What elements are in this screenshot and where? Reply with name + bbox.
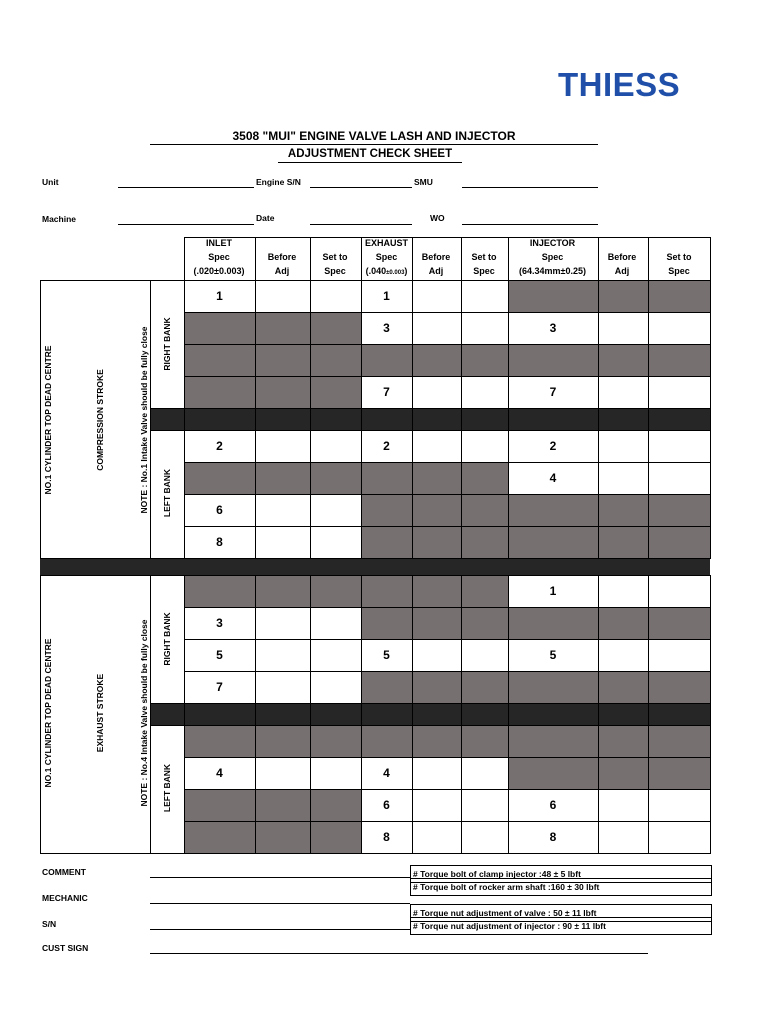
comp-cell-r4-c2 — [255, 376, 310, 408]
grid-line — [310, 237, 311, 280]
exh-injector-cyl-r3: 5 — [549, 648, 557, 662]
exh-inlet-cyl-r6: 4 — [216, 766, 223, 780]
title-line-2: ADJUSTMENT CHECK SHEET — [278, 147, 462, 163]
comp-cell-r2-c6[interactable] — [461, 312, 508, 344]
grid-line — [40, 280, 711, 281]
comp-cell-r8-c9 — [648, 526, 710, 558]
comp-cell-r6-c1 — [184, 462, 255, 494]
comp-cell-r1-c3[interactable] — [310, 280, 361, 312]
exh-cell-r3-c8[interactable] — [598, 639, 648, 671]
comp-cell-r3-c2 — [255, 344, 310, 376]
exh-cell-r2-c2[interactable] — [255, 607, 310, 639]
engine-sn-label: Engine S/N — [256, 177, 301, 187]
grid-line — [598, 280, 599, 558]
cust-sign-field[interactable] — [150, 953, 648, 954]
sn-field[interactable] — [150, 929, 410, 930]
grid-line — [150, 575, 151, 853]
exh-injector-cyl-r8: 8 — [549, 830, 557, 844]
exh-cell-r1-c8[interactable] — [598, 575, 648, 607]
exh-cell-r8-c2 — [255, 821, 310, 853]
grid-line — [361, 280, 362, 558]
engine-sn-field[interactable] — [310, 187, 412, 188]
comp-cell-r8-c2[interactable] — [255, 526, 310, 558]
machine-label: Machine — [42, 214, 77, 224]
exh-cell-r4-c6 — [461, 671, 508, 703]
grid-line — [184, 757, 711, 758]
exh-inlet-cyl-r4: 7 — [216, 680, 223, 694]
exh-cell-r1-c1 — [184, 575, 255, 607]
exh-cell-r5-c1 — [184, 725, 255, 757]
exh-inlet-cyl-r2: 3 — [216, 616, 223, 630]
comp-cell-r5-c3[interactable] — [310, 430, 361, 462]
comp-injector-cyl-r6: 4 — [549, 471, 557, 485]
comp-cell-r1-c5[interactable] — [412, 280, 461, 312]
exh-cell-r4-c3[interactable] — [310, 671, 361, 703]
comp-injector-cyl-r4: 7 — [549, 385, 557, 399]
exh-cell-r2-c5 — [412, 607, 461, 639]
grid-line — [184, 575, 185, 853]
exh-cell-r3-c3[interactable] — [310, 639, 361, 671]
comp-note: NOTE : No.1 Intake Valve should be fully close — [139, 326, 149, 514]
exh-cell-r3-c5[interactable] — [412, 639, 461, 671]
comp-cell-r2-c8[interactable] — [598, 312, 648, 344]
comp-cell-r7-c3[interactable] — [310, 494, 361, 526]
exh-note: NOTE : No.4 Intake Valve should be fully close — [139, 619, 149, 807]
exh-injector-cyl-r1: 1 — [549, 584, 557, 598]
exh-bank-divider — [150, 703, 710, 725]
comp-cell-r3-c7 — [508, 344, 598, 376]
exh-cell-r6-c3[interactable] — [310, 757, 361, 789]
grid-line — [598, 237, 599, 280]
comp-cell-r3-c6 — [461, 344, 508, 376]
comp-cell-r6-c5 — [412, 462, 461, 494]
comp-injector-cyl-r2: 3 — [549, 321, 557, 335]
comp-cell-r3-c5 — [412, 344, 461, 376]
comp-cell-r5-c6[interactable] — [461, 430, 508, 462]
grid-line — [150, 280, 151, 558]
comment-label: COMMENT — [42, 867, 86, 877]
grid-line — [150, 430, 711, 431]
comp-cell-r4-c6[interactable] — [461, 376, 508, 408]
exh-right-bank: RIGHT BANK — [162, 612, 172, 666]
comp-left-bank: LEFT BANK — [162, 468, 172, 518]
comp-cell-r8-c4 — [361, 526, 412, 558]
comp-cell-r4-c5[interactable] — [412, 376, 461, 408]
grid-line — [40, 280, 41, 558]
exh-cell-r6-c2[interactable] — [255, 757, 310, 789]
inlet-before-adj-header: Before Adj — [267, 252, 297, 276]
comp-cell-r3-c3 — [310, 344, 361, 376]
grid-line — [461, 237, 462, 280]
comp-cell-r2-c5[interactable] — [412, 312, 461, 344]
grid-line — [184, 344, 711, 345]
comp-exhaust-cyl-r5: 2 — [383, 439, 390, 453]
comp-cell-r4-c3 — [310, 376, 361, 408]
exh-cell-r4-c2[interactable] — [255, 671, 310, 703]
exhaust-set-to-spec-header: Set to Spec — [471, 252, 497, 276]
cust-sign-label: CUST SIGN — [42, 943, 89, 953]
exh-cell-r1-c3 — [310, 575, 361, 607]
comment-field[interactable] — [150, 877, 410, 878]
exh-cell-r2-c4 — [361, 607, 412, 639]
comp-cell-r8-c6 — [461, 526, 508, 558]
smu-label: SMU — [414, 177, 433, 187]
comp-cell-r6-c8[interactable] — [598, 462, 648, 494]
exhaust-header: EXHAUST Spec (.040±0.003) — [364, 238, 408, 276]
exh-injector-cyl-r7: 6 — [549, 798, 557, 812]
comp-cell-r5-c9[interactable] — [648, 430, 710, 462]
grid-line — [598, 575, 599, 853]
grid-line — [255, 280, 256, 558]
exh-cell-r5-c7 — [508, 725, 598, 757]
exh-cell-r7-c1 — [184, 789, 255, 821]
injector-header: INJECTOR Spec (64.34mm±0.25) — [519, 238, 586, 276]
exh-inlet-cyl-r3: 5 — [216, 648, 223, 662]
comp-stroke-label: COMPRESSION STROKE — [95, 369, 105, 471]
exh-cell-r3-c9[interactable] — [648, 639, 710, 671]
grid-line — [40, 558, 711, 559]
sn-label: S/N — [42, 919, 57, 929]
inlet-header: INLET Spec (.020±0.003) — [193, 238, 245, 276]
grid-line — [184, 526, 711, 527]
grid-line — [184, 607, 711, 608]
comp-cell-r4-c9[interactable] — [648, 376, 710, 408]
exh-cell-r2-c6 — [461, 607, 508, 639]
exh-exhaust-cyl-r3: 5 — [383, 648, 390, 662]
comp-cell-r7-c6 — [461, 494, 508, 526]
exh-cell-r8-c1 — [184, 821, 255, 853]
grid-line — [255, 575, 256, 853]
comp-cell-r1-c6[interactable] — [461, 280, 508, 312]
comp-cell-r7-c7 — [508, 494, 598, 526]
grid-line — [508, 237, 509, 280]
grid-line — [361, 237, 362, 280]
section-divider — [40, 558, 710, 575]
comp-cell-r5-c8[interactable] — [598, 430, 648, 462]
grid-line — [184, 789, 711, 790]
exh-cell-r4-c7 — [508, 671, 598, 703]
exh-cell-r4-c9 — [648, 671, 710, 703]
exh-cell-r2-c8 — [598, 607, 648, 639]
grid-line — [150, 725, 711, 726]
exh-cell-r8-c8[interactable] — [598, 821, 648, 853]
comp-cell-r6-c2 — [255, 462, 310, 494]
grid-line — [412, 575, 413, 853]
exh-cell-r2-c3[interactable] — [310, 607, 361, 639]
exhaust-before-adj-header: Before Adj — [421, 252, 451, 276]
exh-cell-r7-c2 — [255, 789, 310, 821]
exh-cylinder-label: NO.1 CYLINDER TOP DEAD CENTRE — [43, 638, 53, 788]
date-field[interactable] — [310, 224, 412, 225]
exh-exhaust-cyl-r8: 8 — [383, 830, 390, 844]
unit-label: Unit — [42, 177, 59, 187]
grid-line — [648, 237, 649, 280]
mechanic-label: MECHANIC — [42, 893, 88, 903]
exh-stroke-label: EXHAUST STROKE — [95, 673, 105, 753]
unit-field[interactable] — [118, 187, 254, 188]
date-label: Date — [256, 213, 275, 223]
wo-label: WO — [430, 213, 445, 223]
comp-cell-r7-c5 — [412, 494, 461, 526]
exh-cell-r5-c5 — [412, 725, 461, 757]
torque-note-rocker: # Torque bolt of rocker arm shaft :160 ± 30 lbft — [410, 878, 712, 896]
comp-cell-r8-c3[interactable] — [310, 526, 361, 558]
grid-line — [508, 575, 509, 853]
comp-cell-r5-c2[interactable] — [255, 430, 310, 462]
exh-cell-r1-c5 — [412, 575, 461, 607]
exh-cell-r1-c2 — [255, 575, 310, 607]
comp-bank-divider — [150, 408, 710, 430]
comp-cell-r6-c4 — [361, 462, 412, 494]
grid-line — [461, 575, 462, 853]
injector-before-adj-header: Before Adj — [607, 252, 637, 276]
grid-line — [40, 575, 41, 853]
exh-cell-r7-c3 — [310, 789, 361, 821]
comp-cell-r6-c3 — [310, 462, 361, 494]
comp-cell-r5-c5[interactable] — [412, 430, 461, 462]
exh-cell-r8-c3 — [310, 821, 361, 853]
comp-inlet-cyl-r5: 2 — [216, 439, 223, 453]
exh-cell-r7-c8[interactable] — [598, 789, 648, 821]
comp-cylinder-label: NO.1 CYLINDER TOP DEAD CENTRE — [43, 345, 53, 495]
grid-line — [310, 575, 311, 853]
comp-cell-r1-c8 — [598, 280, 648, 312]
exh-cell-r6-c5[interactable] — [412, 757, 461, 789]
comp-exhaust-cyl-r1: 1 — [383, 289, 390, 303]
comp-injector-cyl-r5: 2 — [549, 439, 557, 453]
exh-cell-r8-c9[interactable] — [648, 821, 710, 853]
wo-field[interactable] — [462, 224, 598, 225]
exh-cell-r4-c4 — [361, 671, 412, 703]
grid-line — [412, 280, 413, 558]
comp-cell-r1-c9 — [648, 280, 710, 312]
comp-cell-r3-c8 — [598, 344, 648, 376]
exh-cell-r6-c6[interactable] — [461, 757, 508, 789]
exh-cell-r4-c5 — [412, 671, 461, 703]
torque-note-valve: # Torque nut adjustment of valve : 50 ± 11 lbft — [410, 904, 712, 922]
grid-line — [648, 280, 649, 558]
grid-line — [361, 575, 362, 853]
exh-cell-r6-c8 — [598, 757, 648, 789]
comp-cell-r7-c9 — [648, 494, 710, 526]
exh-left-bank: LEFT BANK — [162, 763, 172, 813]
comp-cell-r8-c8 — [598, 526, 648, 558]
exh-cell-r8-c5[interactable] — [412, 821, 461, 853]
grid-line — [710, 575, 711, 853]
comp-inlet-cyl-r1: 1 — [216, 289, 223, 303]
exh-cell-r5-c3 — [310, 725, 361, 757]
grid-line — [150, 703, 711, 704]
exh-cell-r1-c9[interactable] — [648, 575, 710, 607]
grid-line — [412, 237, 413, 280]
exh-cell-r2-c9 — [648, 607, 710, 639]
grid-line — [310, 280, 311, 558]
grid-line — [710, 237, 711, 280]
grid-line — [184, 237, 711, 238]
mechanic-field[interactable] — [150, 903, 410, 904]
torque-note-clamp: # Torque bolt of clamp injector :48 ± 5 lbft — [410, 865, 712, 883]
comp-cell-r2-c3 — [310, 312, 361, 344]
grid-line — [461, 280, 462, 558]
grid-line — [508, 280, 509, 558]
exh-exhaust-cyl-r6: 4 — [383, 766, 390, 780]
exh-cell-r5-c6 — [461, 725, 508, 757]
exh-cell-r5-c9 — [648, 725, 710, 757]
grid-line — [184, 280, 185, 558]
exh-cell-r6-c9 — [648, 757, 710, 789]
comp-cell-r1-c2[interactable] — [255, 280, 310, 312]
thiess-logo: THIESS — [558, 66, 681, 103]
comp-cell-r4-c8[interactable] — [598, 376, 648, 408]
machine-field[interactable] — [118, 224, 254, 225]
grid-line — [255, 237, 256, 280]
grid-line — [184, 462, 711, 463]
exh-cell-r7-c9[interactable] — [648, 789, 710, 821]
grid-line — [710, 280, 711, 558]
exh-cell-r8-c6[interactable] — [461, 821, 508, 853]
comp-exhaust-cyl-r2: 3 — [383, 321, 390, 335]
inlet-set-to-spec-header: Set to Spec — [322, 252, 348, 276]
comp-cell-r3-c1 — [184, 344, 255, 376]
grid-line — [150, 408, 711, 409]
comp-cell-r3-c9 — [648, 344, 710, 376]
injector-set-to-spec-header: Set to Spec — [666, 252, 692, 276]
comp-cell-r4-c1 — [184, 376, 255, 408]
comp-inlet-cyl-r7: 6 — [216, 503, 223, 517]
comp-cell-r3-c4 — [361, 344, 412, 376]
comp-cell-r7-c4 — [361, 494, 412, 526]
exh-cell-r2-c7 — [508, 607, 598, 639]
grid-line — [184, 312, 711, 313]
grid-line — [184, 821, 711, 822]
comp-cell-r8-c5 — [412, 526, 461, 558]
exh-cell-r7-c6[interactable] — [461, 789, 508, 821]
comp-exhaust-cyl-r4: 7 — [383, 385, 390, 399]
comp-cell-r2-c2 — [255, 312, 310, 344]
comp-cell-r8-c7 — [508, 526, 598, 558]
comp-cell-r7-c8 — [598, 494, 648, 526]
grid-line — [184, 494, 711, 495]
exh-cell-r3-c6[interactable] — [461, 639, 508, 671]
title-line-1: 3508 "MUI" ENGINE VALVE LASH AND INJECTOR — [150, 128, 598, 145]
comp-cell-r7-c2[interactable] — [255, 494, 310, 526]
exh-exhaust-cyl-r7: 6 — [383, 798, 390, 812]
grid-line — [184, 237, 185, 280]
comp-cell-r6-c9[interactable] — [648, 462, 710, 494]
comp-right-bank: RIGHT BANK — [162, 317, 172, 371]
grid-line — [40, 575, 711, 576]
comp-inlet-cyl-r8: 8 — [216, 535, 223, 549]
exh-cell-r5-c4 — [361, 725, 412, 757]
torque-note-injector: # Torque nut adjustment of injector : 90 ± 11 lbft — [410, 917, 712, 935]
grid-line — [184, 671, 711, 672]
exh-cell-r5-c8 — [598, 725, 648, 757]
grid-line — [648, 575, 649, 853]
grid-line — [184, 639, 711, 640]
exh-cell-r6-c7 — [508, 757, 598, 789]
comp-cell-r6-c6 — [461, 462, 508, 494]
smu-field[interactable] — [462, 187, 598, 188]
exh-cell-r4-c8 — [598, 671, 648, 703]
exh-cell-r3-c2[interactable] — [255, 639, 310, 671]
comp-cell-r2-c1 — [184, 312, 255, 344]
exh-cell-r7-c5[interactable] — [412, 789, 461, 821]
comp-cell-r1-c7 — [508, 280, 598, 312]
grid-line — [40, 853, 711, 854]
exh-cell-r1-c4 — [361, 575, 412, 607]
comp-cell-r2-c9[interactable] — [648, 312, 710, 344]
grid-line — [184, 376, 711, 377]
exh-cell-r1-c6 — [461, 575, 508, 607]
exh-cell-r5-c2 — [255, 725, 310, 757]
